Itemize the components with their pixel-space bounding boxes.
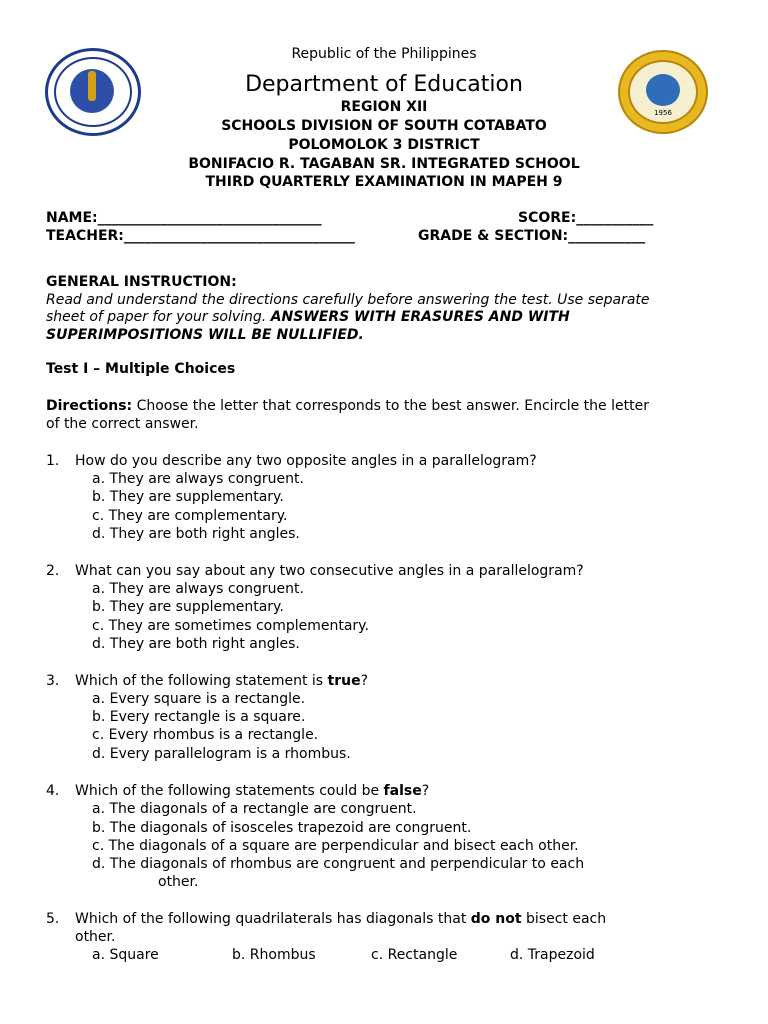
question-keyword: true [327, 673, 361, 689]
division-line: SCHOOLS DIVISION OF SOUTH COTABATO [221, 118, 547, 134]
option[interactable]: a. They are always congruent. [92, 471, 304, 487]
option[interactable]: a. Square [92, 947, 159, 963]
question-number: 1. [46, 453, 60, 469]
name-field[interactable]: NAME:________________________________ [46, 210, 322, 226]
option[interactable]: b. They are supplementary. [92, 599, 284, 615]
option[interactable]: d. Trapezoid [510, 947, 595, 963]
question-text-pre: Which of the following statement is [75, 673, 328, 689]
question-text [75, 673, 368, 689]
option[interactable]: d. The diagonals of rhombus are congruent and perpendicular to each [92, 856, 585, 872]
directions-line-1 [46, 398, 649, 414]
instruction-title: GENERAL INSTRUCTION: [46, 274, 237, 290]
option[interactable]: d. Every parallelogram is a rhombus. [92, 746, 351, 762]
question-text-pre: Which of the following statements could be [75, 783, 384, 799]
teacher-field[interactable]: TEACHER:_________________________________ [46, 228, 355, 244]
department-title: Department of Education [245, 72, 523, 97]
question-text: What can you say about any two consecutive angles in a parallelogram? [75, 563, 584, 579]
option[interactable]: d. They are both right angles. [92, 636, 300, 652]
option[interactable]: b. They are supplementary. [92, 489, 284, 505]
question-keyword: false [383, 783, 422, 799]
seal-year: 1956 [654, 109, 672, 117]
option[interactable]: c. The diagonals of a square are perpendicular and bisect each other. [92, 838, 579, 854]
question-text [75, 783, 429, 799]
question-text-post: bisect each [521, 911, 607, 927]
question-text-line-2: other. [75, 929, 116, 945]
option[interactable]: a. The diagonals of a rectangle are congruent. [92, 801, 417, 817]
region-line: REGION XII [340, 99, 428, 115]
option[interactable]: c. Every rhombus is a rectangle. [92, 727, 319, 743]
instruction-line-2-text: sheet of paper for your solving. [46, 309, 271, 325]
option[interactable]: c. They are complementary. [92, 508, 288, 524]
instruction-warning: ANSWERS WITH ERASURES AND WITH [270, 309, 570, 325]
option[interactable]: a. Every square is a rectangle. [92, 691, 306, 707]
question-text-post: ? [360, 673, 369, 689]
question-number: 4. [46, 783, 60, 799]
option[interactable]: d. They are both right angles. [92, 526, 300, 542]
question-text-pre: Which of the following quadrilaterals has diagonals that [75, 911, 471, 927]
instruction-line-3: SUPERIMPOSITIONS WILL BE NULLIFIED. [46, 327, 364, 343]
question-number: 3. [46, 673, 60, 689]
school-line: BONIFACIO R. TAGABAN SR. INTEGRATED SCHOOL [188, 156, 580, 172]
question-text: How do you describe any two opposite angles in a parallelogram? [75, 453, 537, 469]
option-continuation: other. [158, 874, 199, 890]
score-field[interactable]: SCORE:___________ [518, 210, 654, 226]
test-title: Test I – Multiple Choices [46, 361, 236, 377]
directions-line-2: of the correct answer. [46, 416, 199, 432]
question-text [75, 911, 606, 927]
instruction-line-2 [46, 309, 570, 325]
district-line: POLOMOLOK 3 DISTRICT [288, 137, 480, 153]
option[interactable]: b. Rhombus [232, 947, 316, 963]
instruction-line-1: Read and understand the directions carefully before answering the test. Use separate [46, 292, 650, 308]
question-number: 5. [46, 911, 60, 927]
republic-line: Republic of the Philippines [291, 46, 477, 62]
option[interactable]: b. Every rectangle is a square. [92, 709, 306, 725]
option[interactable]: c. Rectangle [371, 947, 458, 963]
question-number: 2. [46, 563, 60, 579]
directions-label: Directions: [46, 398, 133, 414]
exam-title: THIRD QUARTERLY EXAMINATION IN MAPEH 9 [205, 174, 563, 190]
grade-section-field[interactable]: GRADE & SECTION:___________ [418, 228, 646, 244]
option[interactable]: b. The diagonals of isosceles trapezoid are congruent. [92, 820, 472, 836]
question-text-post: ? [421, 783, 430, 799]
question-keyword: do not [470, 911, 522, 927]
directions-text: Choose the letter that corresponds to the best answer. Encircle the letter [132, 398, 649, 414]
option[interactable]: a. They are always congruent. [92, 581, 304, 597]
option[interactable]: c. They are sometimes complementary. [92, 618, 369, 634]
